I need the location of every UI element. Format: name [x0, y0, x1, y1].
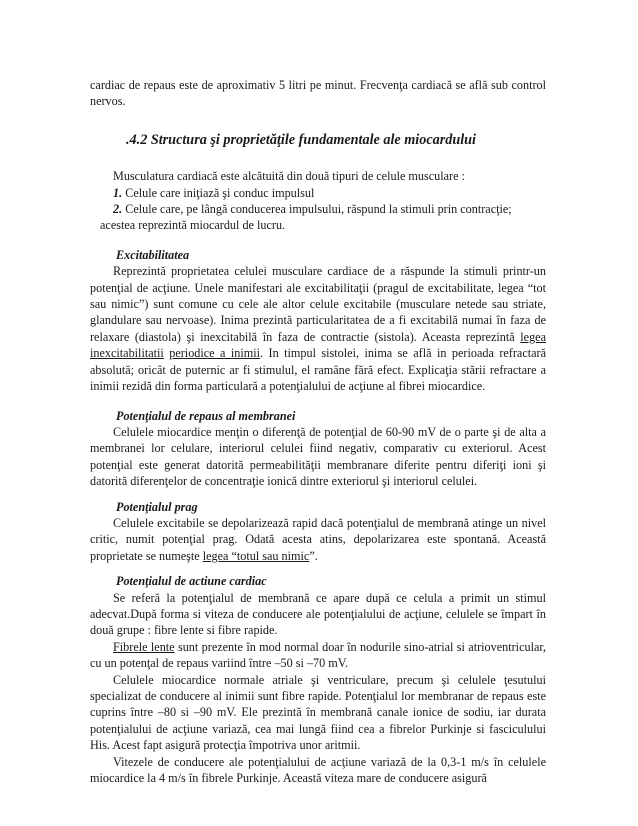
action-potential-paragraph-1: Se referă la potenţialul de membrană ce apare după ce celula a primit un stimul adecvat.După forma si viteza de conducere ale potenţialului de acţiune, celulele se împart în două grupe : fibre lente si fibre rapide.	[90, 590, 546, 638]
intro-paragraph: cardiac de repaus este de aproximativ 5 litri pe minut. Frecvenţa cardiacă se află sub control nervos.	[90, 78, 546, 109]
spacer	[90, 234, 546, 247]
resting-potential-heading: Potenţialul de repaus al membranei	[116, 408, 296, 423]
excitability-text-start: Reprezintă proprietatea celulei musculare cardiace de a răspunde la stimuli printr-un potenţial de acţiune. Unele manifestari ale excitabilitaţii (pragul de excitabilitate, legea “tot sau nimic”) sunt comune cu cele ale altor celule excitabile (musculare netede sau striate, glandulare sau nervoase). Inima prezintă particularitatea de a fi excitabilă numai în faza de relaxare (diastola) şi inexcitabilă în faza de contractie (sistola). Aceasta reprezintă	[90, 264, 546, 344]
action-potential-paragraph-3: Celulele miocardice normale atriale şi ventriculare, precum şi celulele ţesutului specializat de conducere al inimii sunt fibre rapide. Potenţialul lor membranar de repaus este cuprins între –80 si –90 mV. Ele prezintă în membrană canale ionice de sodiu, iar durata potenţialului de acţiune variază, cea mai lungă fiind cea a fibrelor Purkinje si fasciculului His. Acest fapt asigură protecţia împotriva unor aritmii.	[90, 672, 546, 753]
link-legea-inexcitabilitatii[interactable]: legea inexcitabilitatii	[90, 329, 546, 361]
list-text-1: Celule care iniţiază şi conduc impulsul	[122, 185, 315, 200]
list-item-1	[90, 185, 546, 201]
musculature-intro: Musculatura cardiacă este alcătuită din două tipuri de celule musculare :	[113, 169, 465, 184]
link-periodice-a-inimii[interactable]: periodice a inimii	[169, 346, 261, 361]
threshold-paragraph	[90, 515, 546, 564]
excitability-heading: Excitabilitatea	[116, 247, 190, 262]
action-potential-paragraph-4: Vitezele de conducere ale potenţialului de acţiune variază de la 0,3-1 m/s în celulele miocardice la 4 m/s în fibrele Purkinje. Această viteza mare de conducere asigură	[90, 754, 546, 786]
threshold-text-end: ”.	[309, 548, 318, 563]
link-fibrele-lente[interactable]: Fibrele lente	[113, 639, 175, 654]
list-item-2-continuation: acestea reprezintă miocardul de lucru.	[100, 218, 286, 233]
resting-potential-paragraph: Celulele miocardice menţin o diferenţă de potenţial de 60-90 mV de o parte şi de alta a membranei lor celulare, interiorul celulei fiind negativ, comparativ cu exteriorul. Acest potenţial este generat datorită permeabilităţii membranare diferite pentru diferiţi ioni şi datorită diferenţelor de concentraţie ionică dintre exteriorul şi interiorul celulei.	[90, 424, 546, 489]
section-heading: .4.2 Structura şi proprietăţile fundamentale ale miocardului	[126, 131, 476, 148]
spacer	[90, 490, 546, 499]
threshold-text-start: Celulele excitabile se depolarizează rapid dacă potenţialul de membrană atinge un nivel critic, numit potenţial prag. Odată acesta atins, depolarizarea este spontană. Această proprietate se numeşte	[90, 515, 546, 563]
spacer	[90, 564, 546, 573]
list-item-2	[90, 201, 546, 217]
excitability-paragraph	[90, 263, 546, 394]
list-text-2: Celule care, pe lângă conducerea impulsului, răspund la stimuli prin contracţie;	[122, 202, 512, 217]
document-page	[90, 77, 546, 786]
excitability-text-end: . In timpul sistolei, inima se află in perioada refractară absolută; oricât de puternic ar fi stimulul, el ramâne fără efect. Explicaţia stării refractare a inimii rezidă din forma particulară a potenţialului de acţiune al fibrei miocardice.	[90, 346, 546, 394]
slow-fibers-text: sunt prezente în mod normal doar în nodurile sino-atrial si atrioventricular, cu un potenţal de repaus variind între –50 si –70 mV.	[90, 639, 546, 671]
link-legea-totul-sau-nimic[interactable]: legea “totul sau nimic	[202, 548, 310, 563]
list-number-1: 1.	[113, 185, 123, 200]
action-potential-heading: Potenţialul de actiune cardiac	[116, 574, 267, 589]
list-number-2: 2.	[113, 202, 123, 217]
spacer	[90, 395, 546, 408]
threshold-heading: Potenţialul prag	[116, 499, 198, 514]
action-potential-paragraph-2	[90, 639, 546, 672]
